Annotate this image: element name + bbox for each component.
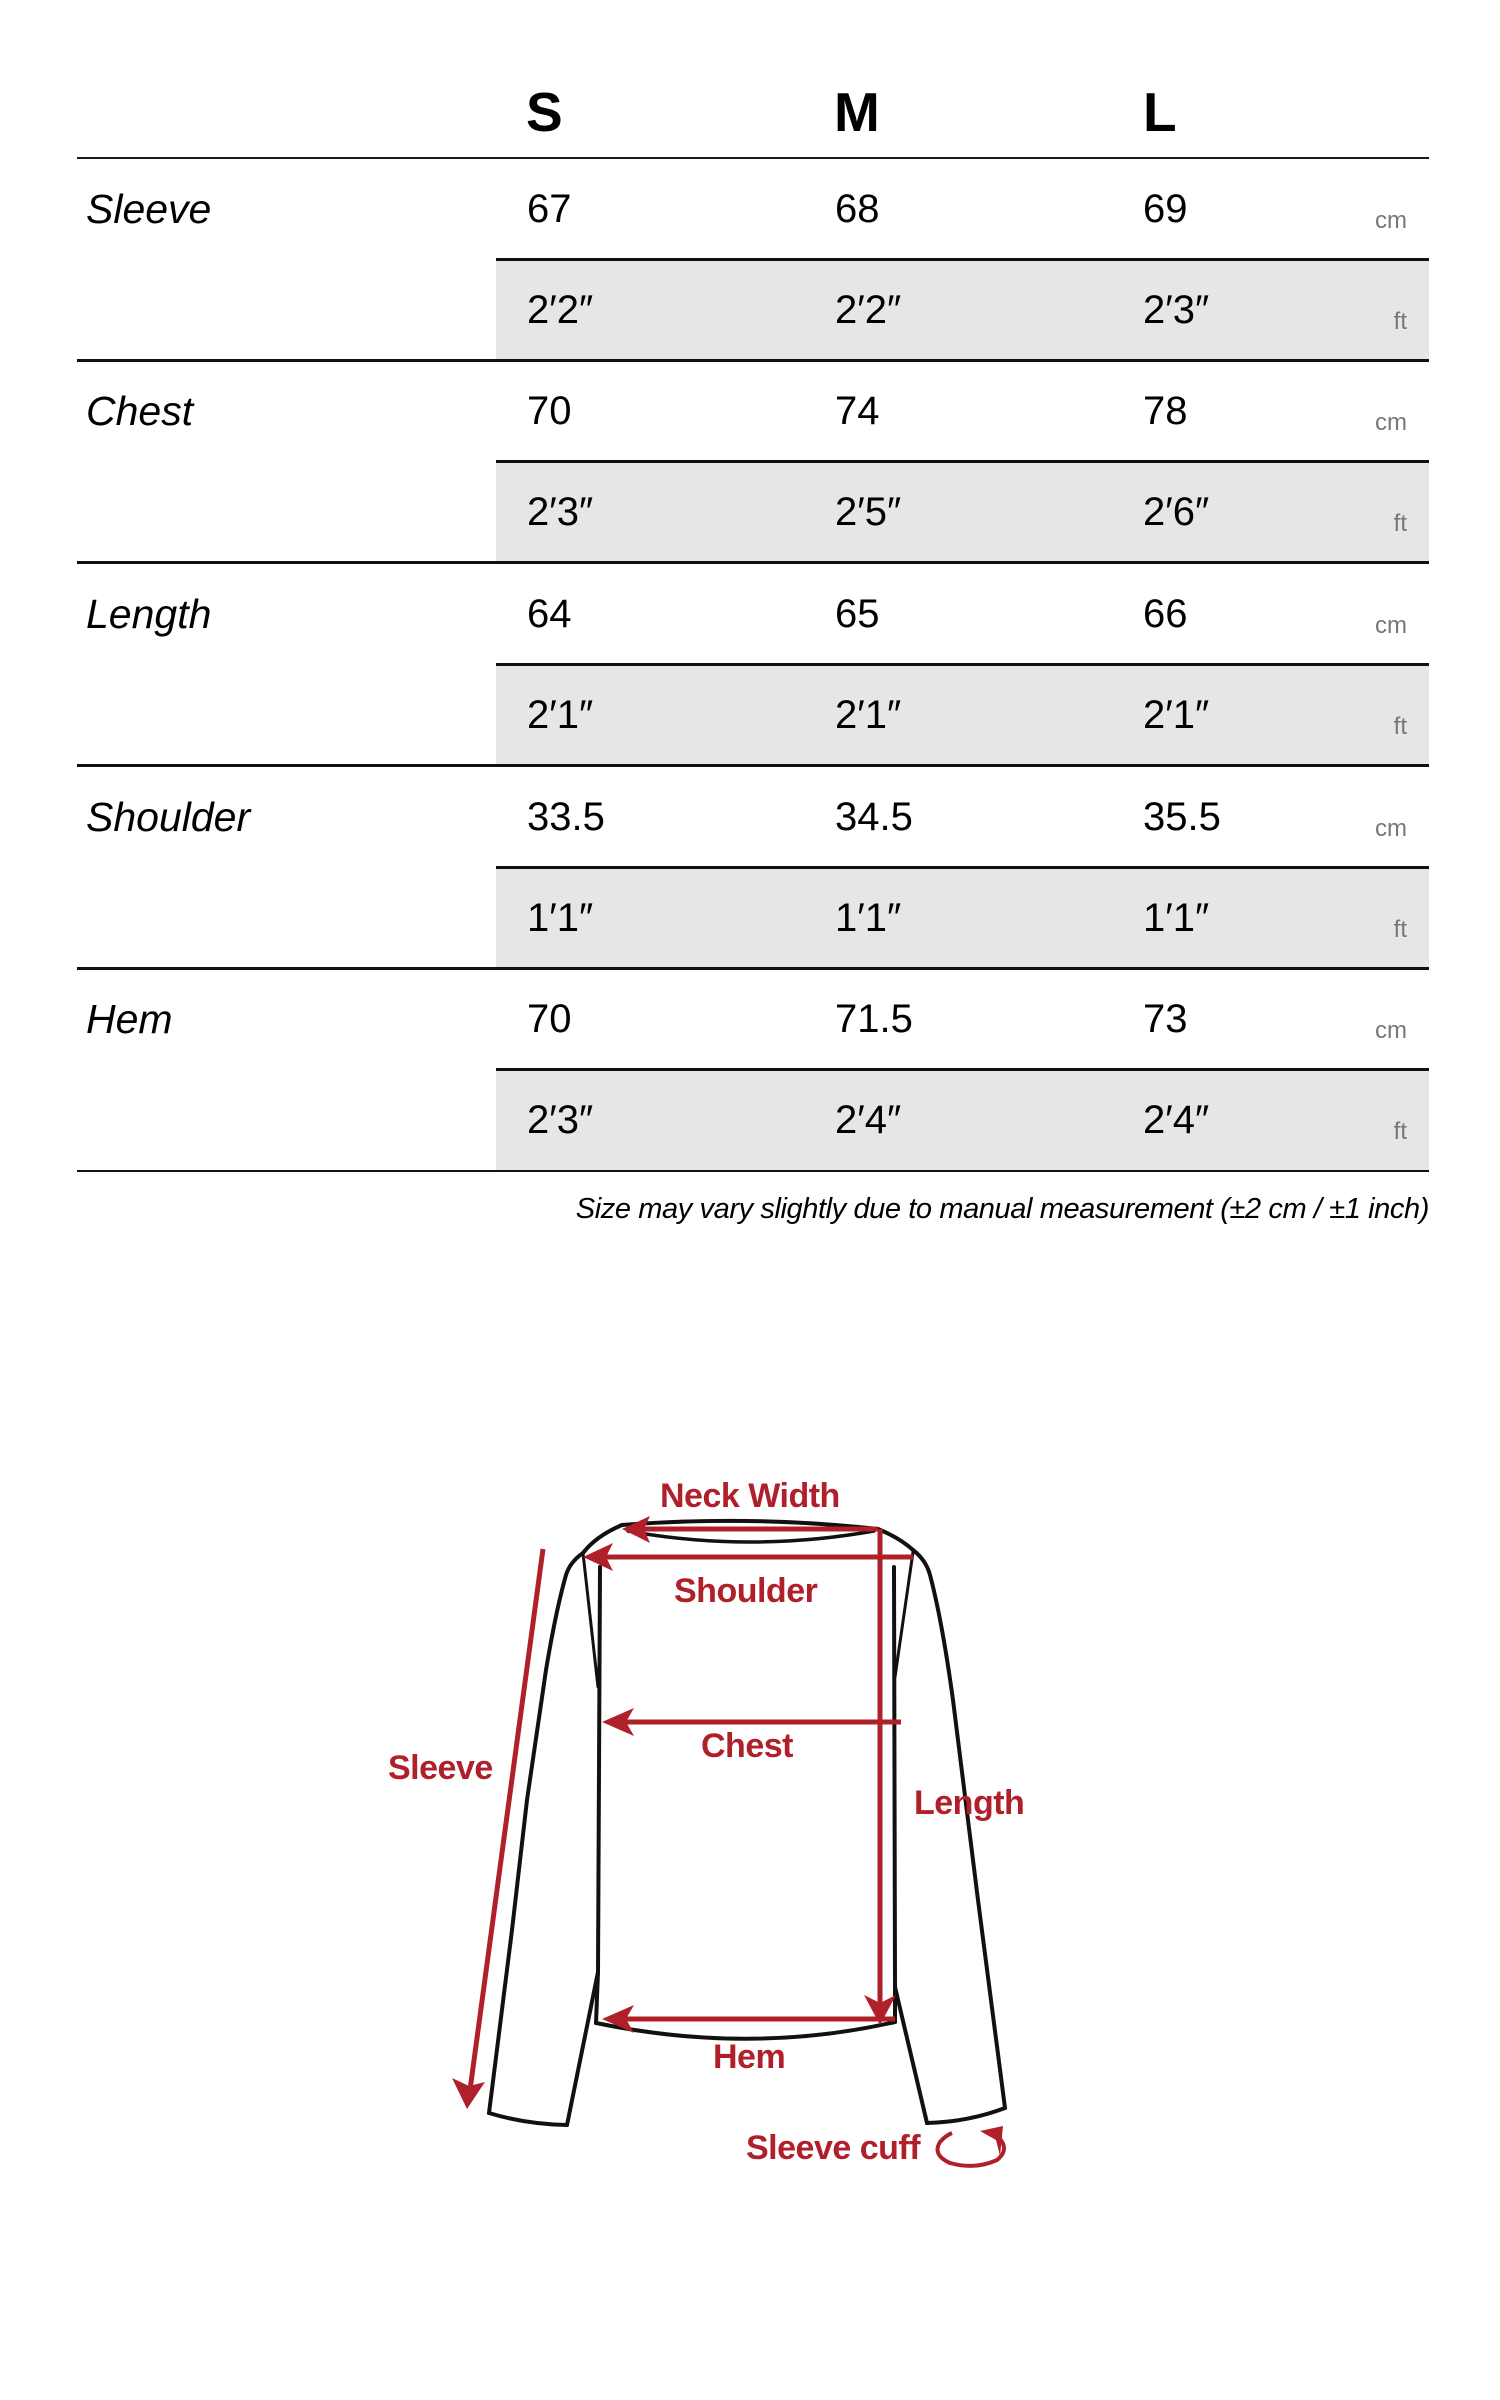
cell-sleeve-m-ft: 2′2″ (835, 288, 902, 332)
label-shoulder: Shoulder (674, 1572, 818, 1610)
measurement-disclaimer: Size may vary slightly due to manual measurement (±2 cm / ±1 inch) (575, 1193, 1429, 1225)
sub-row-divider (496, 866, 1429, 869)
table-bottom-rule (77, 1170, 1429, 1172)
unit-ft: ft (1393, 308, 1407, 335)
cell-length-m-ft: 2′1″ (835, 693, 902, 737)
row-group-hem (77, 969, 1429, 1172)
cell-shoulder-m-cm: 34.5 (835, 795, 913, 839)
cell-length-l-cm: 66 (1143, 592, 1188, 636)
row-label-chest: Chest (86, 388, 194, 434)
label-sleeve: Sleeve (388, 1749, 493, 1787)
cell-chest-l-cm: 78 (1143, 389, 1188, 433)
row-label-shoulder: Shoulder (86, 794, 251, 840)
cell-sleeve-s-ft: 2′2″ (527, 288, 594, 332)
sub-row-divider (496, 460, 1429, 463)
imperial-band (496, 462, 1429, 563)
cell-shoulder-l-cm: 35.5 (1143, 795, 1221, 839)
row-label-length: Length (86, 591, 212, 637)
cell-shoulder-l-ft: 1′1″ (1143, 896, 1210, 940)
cell-sleeve-l-ft: 2′3″ (1143, 288, 1210, 332)
unit-ft: ft (1393, 510, 1407, 537)
unit-cm: cm (1375, 409, 1407, 436)
unit-ft: ft (1393, 713, 1407, 740)
cell-chest-s-ft: 2′3″ (527, 490, 594, 534)
measurement-diagram (0, 1420, 1500, 2220)
cell-length-s-ft: 2′1″ (527, 693, 594, 737)
cell-hem-s-cm: 70 (527, 997, 572, 1041)
cell-chest-s-cm: 70 (527, 389, 572, 433)
unit-ft: ft (1393, 916, 1407, 943)
cell-length-s-cm: 64 (527, 592, 572, 636)
cell-sleeve-s-cm: 67 (527, 187, 572, 231)
size-header-m: M (834, 81, 880, 143)
unit-cm: cm (1375, 207, 1407, 234)
sleeve-arrow (470, 1549, 543, 2090)
label-sleeve-cuff: Sleeve cuff (746, 2129, 921, 2167)
size-header-l: L (1143, 81, 1177, 143)
label-length: Length (914, 1784, 1025, 1822)
cell-shoulder-m-ft: 1′1″ (835, 896, 902, 940)
cell-chest-m-ft: 2′5″ (835, 490, 902, 534)
cell-hem-m-ft: 2′4″ (835, 1098, 902, 1142)
sweater-outline-svg (0, 1420, 1500, 2220)
size-chart-table (77, 0, 1429, 1180)
row-label-hem: Hem (86, 996, 173, 1042)
cell-chest-m-cm: 74 (835, 389, 880, 433)
cell-hem-s-ft: 2′3″ (527, 1098, 594, 1142)
unit-cm: cm (1375, 1017, 1407, 1044)
cell-hem-l-ft: 2′4″ (1143, 1098, 1210, 1142)
label-hem: Hem (713, 2038, 786, 2076)
cell-sleeve-l-cm: 69 (1143, 187, 1188, 231)
row-group-chest (77, 361, 1429, 564)
cuff-rotate-arrowhead-icon (980, 2126, 1003, 2156)
label-chest: Chest (701, 1727, 793, 1765)
cell-hem-m-cm: 71.5 (835, 997, 913, 1041)
imperial-band (496, 260, 1429, 361)
imperial-band (496, 868, 1429, 969)
row-group-shoulder (77, 767, 1429, 970)
imperial-band (496, 1070, 1429, 1171)
cell-length-l-ft: 2′1″ (1143, 693, 1210, 737)
cell-shoulder-s-cm: 33.5 (527, 795, 605, 839)
row-group-length (77, 564, 1429, 767)
label-neck-width: Neck Width (660, 1477, 840, 1515)
row-label-sleeve: Sleeve (86, 186, 212, 232)
size-header-s: S (526, 81, 563, 143)
imperial-band (496, 665, 1429, 766)
unit-cm: cm (1375, 612, 1407, 639)
sub-row-divider (496, 258, 1429, 261)
sub-row-divider (496, 663, 1429, 666)
row-group-sleeve (77, 159, 1429, 362)
cell-shoulder-s-ft: 1′1″ (527, 896, 594, 940)
cell-sleeve-m-cm: 68 (835, 187, 880, 231)
unit-ft: ft (1393, 1118, 1407, 1145)
unit-cm: cm (1375, 815, 1407, 842)
sub-row-divider (496, 1068, 1429, 1071)
cell-length-m-cm: 65 (835, 592, 880, 636)
cell-hem-l-cm: 73 (1143, 997, 1188, 1041)
cell-chest-l-ft: 2′6″ (1143, 490, 1210, 534)
